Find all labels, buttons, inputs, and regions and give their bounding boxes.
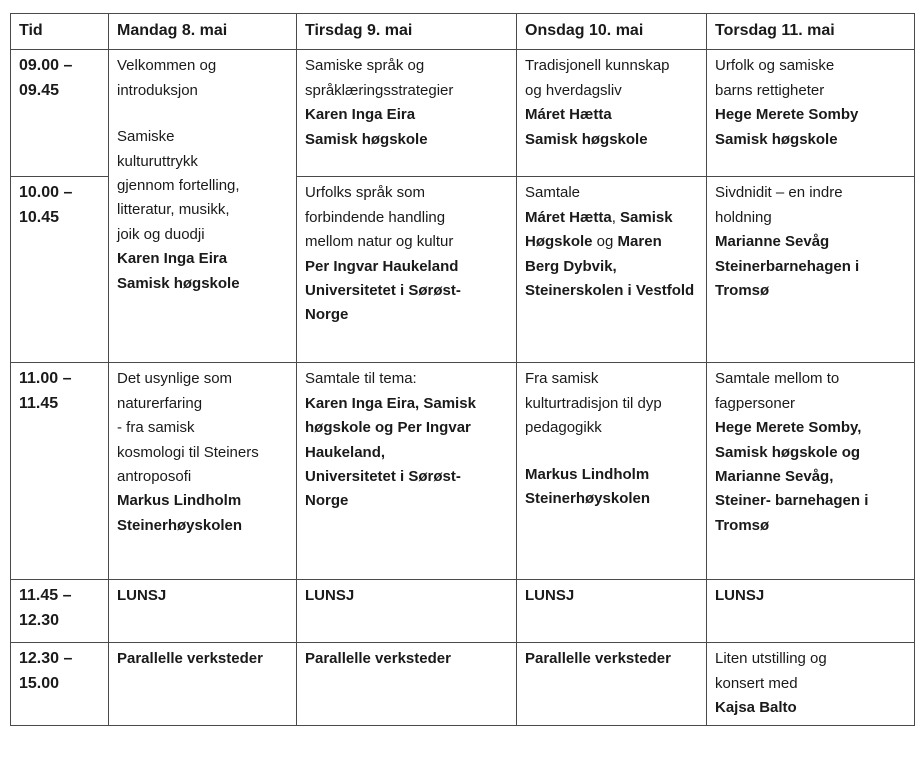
session-cell: Samiske språk og språklæringsstrategier Karen Inga Eira Samisk høgskole xyxy=(297,50,517,177)
speaker-institution: Universitetet i Sørøst- xyxy=(305,468,461,486)
session-cell: Tradisjonell kunnskap og hverdagsliv Máret Hætta Samisk høgskole xyxy=(517,50,707,177)
speaker-name: Marianne Sevåg, xyxy=(715,468,834,486)
speaker-institution: Samisk Høgskole xyxy=(525,208,673,251)
speaker-institution: Samisk høgskole xyxy=(525,130,648,148)
session-cell: Urfolk og samiske barns rettigheter Hege Merete Somby Samisk høgskole xyxy=(707,50,915,177)
speaker-name: Máret Hætta xyxy=(525,208,612,226)
speaker-name: Maren Berg Dybvik, Steinerskolen i Vestfold xyxy=(525,233,695,300)
speaker-institution: Norge xyxy=(305,306,349,324)
speaker-name: Markus Lindholm xyxy=(525,465,650,483)
session-cell: Liten utstilling og konsert med Kajsa Balto xyxy=(707,643,915,726)
workshop-cell: Parallelle verksteder xyxy=(517,643,707,726)
time-cell: 12.30 – 15.00 xyxy=(11,643,109,726)
speaker-institution: Universitetet i Sørøst- xyxy=(305,282,461,300)
speaker-name: Hege Merete Somby xyxy=(715,106,859,124)
header-time: Tid xyxy=(11,14,109,50)
table-row xyxy=(11,580,915,643)
session-cell: Sivdnidit – en indre holdning Marianne Sevåg Steinerbarnehagen i Tromsø xyxy=(707,177,915,363)
speaker-institution: Tromsø xyxy=(715,282,770,300)
speaker-name: Samisk høgskole og xyxy=(715,443,861,461)
header-row xyxy=(11,14,915,50)
speaker-institution: Steinerhøyskolen xyxy=(525,490,651,508)
lunch-cell: LUNSJ xyxy=(297,580,517,643)
session-cell: Samtale Máret Hætta, Samisk Høgskole og Maren Berg Dybvik, Steinerskolen i Vestfold xyxy=(517,177,707,363)
lunch-cell: LUNSJ xyxy=(109,580,297,643)
speaker-name: Máret Hætta xyxy=(525,106,612,124)
session-cell: Fra samisk kulturtradisjon til dyp pedagogikk Markus Lindholm Steinerhøyskolen xyxy=(517,363,707,580)
table-row xyxy=(11,643,915,726)
session-cell: Det usynlige som naturerfaring - fra samisk kosmologi til Steiners antroposofi Markus Lindholm Steinerhøyskolen xyxy=(109,363,297,580)
speaker-name: Marianne Sevåg xyxy=(715,233,830,251)
speaker-institution: Steinerbarnehagen i xyxy=(715,257,860,275)
lunch-cell: LUNSJ xyxy=(707,580,915,643)
header-thursday: Torsdag 11. mai xyxy=(707,14,915,50)
session-cell: Urfolks språk som forbindende handling mellom natur og kultur Per Ingvar Haukeland Universitetet i Sørøst- Norge xyxy=(297,177,517,363)
lunch-cell: LUNSJ xyxy=(517,580,707,643)
time-cell: 09.00 – 09.45 xyxy=(11,50,109,177)
session-cell: Samtale til tema: Karen Inga Eira, Samisk høgskole og Per Ingvar Haukeland, Universitetet i Sørøst- Norge xyxy=(297,363,517,580)
header-monday: Mandag 8. mai xyxy=(109,14,297,50)
speaker-institution: Tromsø xyxy=(715,516,770,534)
time-cell: 11.00 – 11.45 xyxy=(11,363,109,580)
table-row xyxy=(11,363,915,580)
speaker-institution: Samisk høgskole xyxy=(117,274,240,292)
speaker-institution: Steinerhøyskolen xyxy=(117,516,243,534)
time-cell: 10.00 – 10.45 xyxy=(11,177,109,363)
speaker-name: høgskole og Per Ingvar xyxy=(305,419,471,437)
speaker-institution: Steiner- barnehagen i xyxy=(715,492,869,510)
session-cell: Velkommen og introduksjon Samiske kulturuttrykk gjennom fortelling, litteratur, musikk, joik og duodji Karen Inga Eira Samisk høgskole xyxy=(109,50,297,363)
schedule-table xyxy=(10,13,915,726)
speaker-institution: Norge xyxy=(305,492,349,510)
speaker-name: Karen Inga Eira, Samisk xyxy=(305,394,476,412)
speaker-name: Per Ingvar Haukeland xyxy=(305,257,459,275)
workshop-cell: Parallelle verksteder xyxy=(109,643,297,726)
speaker-name: Karen Inga Eira xyxy=(117,250,228,268)
speaker-name: Hege Merete Somby, xyxy=(715,419,862,437)
speaker-institution: Samisk høgskole xyxy=(715,130,838,148)
speaker-name: Markus Lindholm xyxy=(117,492,242,510)
performer-name: Kajsa Balto xyxy=(715,699,797,717)
workshop-cell: Parallelle verksteder xyxy=(297,643,517,726)
speaker-name: Haukeland, xyxy=(305,443,386,461)
speaker-name: Karen Inga Eira xyxy=(305,106,416,124)
header-wednesday: Onsdag 10. mai xyxy=(517,14,707,50)
session-cell: Samtale mellom to fagpersoner Hege Merete Somby, Samisk høgskole og Marianne Sevåg, Steiner- barnehagen i Tromsø xyxy=(707,363,915,580)
time-cell: 11.45 – 12.30 xyxy=(11,580,109,643)
table-row xyxy=(11,50,915,177)
header-tuesday: Tirsdag 9. mai xyxy=(297,14,517,50)
speaker-institution: Samisk høgskole xyxy=(305,130,428,148)
